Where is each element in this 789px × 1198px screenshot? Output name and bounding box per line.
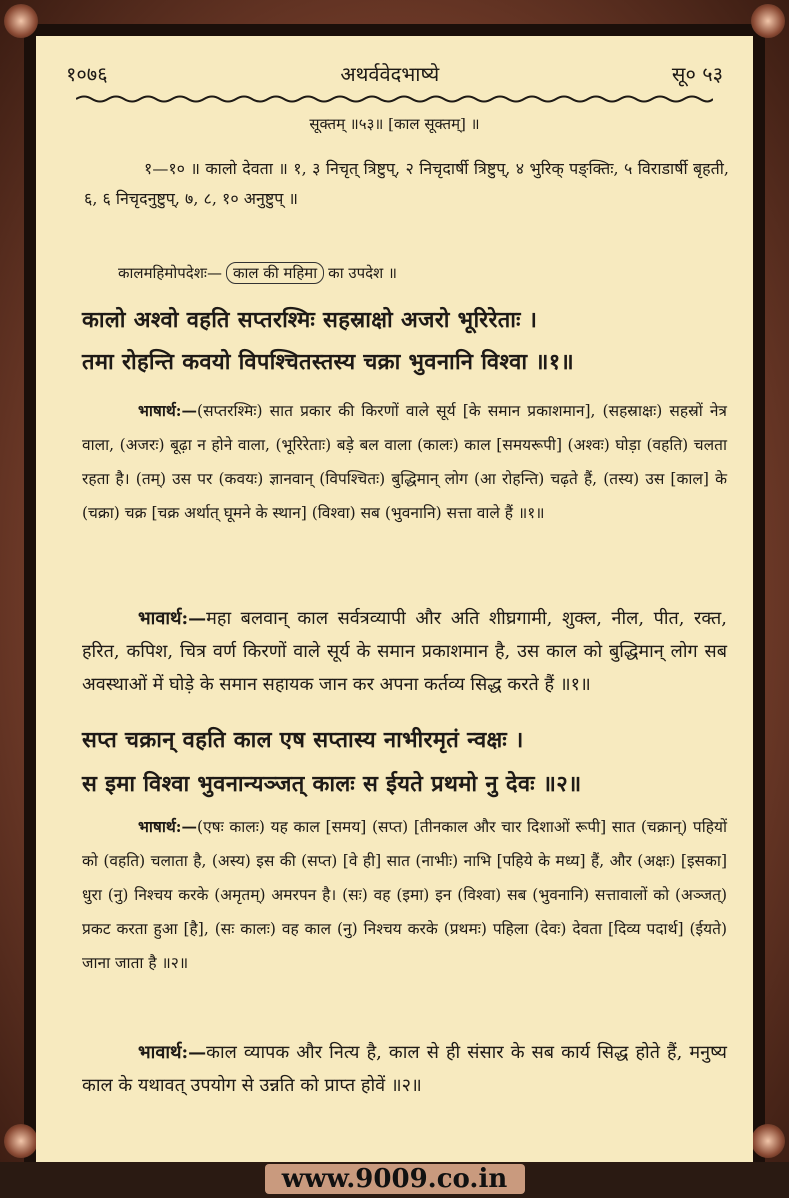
bhavartha-label: भावार्थ:— — [138, 1042, 207, 1063]
bhashartha-1 — [82, 394, 727, 530]
sukta-number: सू० ५३ — [671, 61, 723, 86]
book-title: अथर्ववेदभाष्ये — [340, 61, 440, 86]
bhavartha-2 — [82, 1036, 727, 1102]
mantra-1-line-2: तमा रोहन्ति कवयो विपश्चितस्तस्य चक्रा भुवनानि विश्वा ॥१॥ — [82, 349, 574, 375]
bhashartha-label: भाषार्थ:— — [138, 817, 198, 836]
page-number: १०७६ — [66, 61, 108, 86]
topic-sanskrit: कालमहिमोपदेशः— — [118, 264, 222, 282]
bhashartha-text: (एषः कालः) यह काल [समय] (सप्त) [तीनकाल और चार दिशाओं रूपी] सात (चक्रान्) पहियों को (वहति) चलाता है, (अस्य) इस की (सप्त) [वे ही] सात (नाभीः) नाभि [पहिये के मध्य] हैं, और (अक्षः) [इसका] धुरा (नु) निश्चय करके (अमृतम्) अमरपन है। (सः) वह (इमा) इन (विश्वा) सब (भुवनानि) सत्तावालों को (अञ्जत्) प्रकट करता हुआ [है], (सः कालः) वह काल (नु) निश्चय करके (प्रथमः) पहिला (देवः) देवता [दिव्य पदार्थ] (ईयते) जाना जाता है ॥२॥ — [82, 818, 727, 972]
bhashartha-text: (सप्तरश्मिः) सात प्रकार की किरणों वाले सूर्य [के समान प्रकाशमान], (सहस्राक्षः) सहस्रों नेत्र वाला, (अजरः) बूढ़ा न होने वाला, (भूरिरेताः) बड़े बल वाला (कालः) काल [समयरूपी] (अश्वः) घोड़ा (वहति) चलता रहता है। (तम्) उस पर (कवयः) ज्ञानवान् (विपश्चितः) बुद्धिमान् लोग (आ रोहन्ति) चढ़ते हैं, (तस्य) उस [काल] के (चक्रा) चक्र [चक्र अर्थात् घूमने के स्थान] (विश्वा) सब (भुवनानि) सत्ता वाले हैं ॥१॥ — [82, 402, 727, 522]
bhavartha-text: महा बलवान् काल सर्वत्रव्यापी और अति शीघ्रगामी, शुक्ल, नील, पीत, रक्त, हरित, कपिश, चित्र वर्ण किरणों वाले सूर्य के समान प्रकाशमान है, उस काल को बुद्धिमान् लोग सब अवस्थाओं में घोड़े के समान सहायक जान कर अपना कर्तव्य सिद्ध करते हैं ॥१॥ — [82, 608, 727, 695]
frame-corner-ornament — [4, 4, 38, 38]
topic-suffix: का उपदेश ॥ — [328, 264, 398, 282]
bhavartha-text: काल व्यापक और नित्य है, काल से ही संसार के सब कार्य सिद्ध होते हैं, मनुष्य काल के यथावत् उपयोग से उन्नति को प्राप्त होवें ॥२॥ — [82, 1042, 727, 1096]
mantra-1-line-1: कालो अश्वो वहति सप्तरश्मिः सहस्राक्षो अजरो भूरिरेताः । — [82, 307, 538, 333]
frame-corner-ornament — [4, 1124, 38, 1158]
sukta-title: सूक्तम् ॥५३॥ [काल सूक्तम्] ॥ — [309, 115, 480, 133]
mantra-2-line-1: सप्त चक्रान् वहति काल एष सप्तास्य नाभीरमृतं न्वक्षः । — [82, 727, 524, 753]
frame-corner-ornament — [751, 4, 785, 38]
topic-line — [118, 262, 397, 284]
website-watermark: www.9009.co.in — [265, 1164, 525, 1194]
bhashartha-2 — [82, 810, 727, 980]
bhavartha-label: भावार्थ:— — [138, 608, 207, 629]
ornamental-divider — [76, 94, 713, 104]
mantra-2-line-2: स इमा विश्वा भुवनान्यञ्जत् कालः स ईयते प्रथमो नु देवः ॥२॥ — [82, 771, 582, 797]
bhashartha-label: भाषार्थ:— — [138, 401, 198, 420]
running-header — [66, 58, 723, 88]
topic-hindi: काल की महिमा — [226, 262, 324, 284]
book-page — [36, 36, 753, 1162]
deity-meter-info: १—१० ॥ कालो देवता ॥ १, ३ निचृत् त्रिष्टुप्, २ निचृदार्षी त्रिष्टुप्, ४ भुरिक् पङ्क्तिः, ५ विराडार्षी बृहती, ६, ६ निचृदनुष्टुप्, ७, ८, १० अनुष्टुप् ॥ — [84, 159, 729, 208]
bhavartha-1 — [82, 602, 727, 701]
frame-corner-ornament — [751, 1124, 785, 1158]
